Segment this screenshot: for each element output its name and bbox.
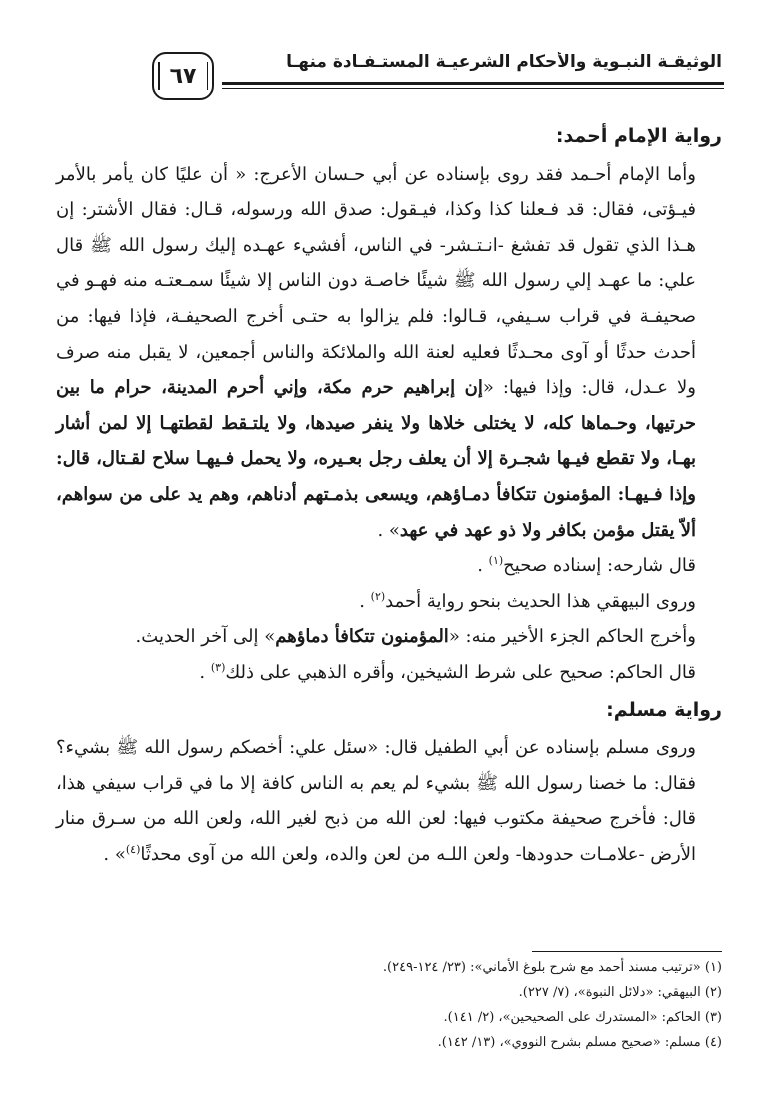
page-number bbox=[152, 52, 214, 100]
text-run: وأخرج الحاكم الجزء الأخير منه: « bbox=[448, 626, 696, 648]
footnote-reference: (٤) bbox=[125, 842, 141, 856]
footnote-reference: (٢) bbox=[370, 589, 386, 603]
text-run: . bbox=[199, 661, 211, 683]
paragraph bbox=[56, 730, 722, 872]
text-run: وروى مسلم بإسناده عن أبي الطفيل قال: «سئل علي: أخصكم رسول الله ﷺ بشيء؟ فقال: ما خصنا رسول الله ﷺ بشيء لم يعم به الناس كافة إلا ما في قراب سيفي هذا، قال: فأخرج صحيفة مكتوب فيها: لعن الله من ذبح لغير الله، ولعن الله من سـرق منار الأرض -علامـات حدودها- ولعن اللـه من لعن والده، ولعن الله من آوى محدثًا bbox=[56, 737, 696, 865]
hadith-text-bold: المؤمنون تتكافأ دماؤهم bbox=[275, 626, 449, 648]
footnote-reference: (١) bbox=[488, 554, 504, 568]
footnote: (٢) البيهقي: «دلائل النبوة»، (٧/ ٢٢٧). bbox=[518, 985, 722, 1000]
footnote: (٤) مسلم: «صحيح مسلم بشرح النووي»، (١٣/ ١٤٢). bbox=[437, 1035, 722, 1050]
footnote-divider bbox=[532, 951, 722, 952]
hadith-text-bold: إن إبراهيم حرم مكة، وإني أحرم المدينة، حرام ما بين حرتيها، وحـماها كله، لا يختلى خلاها ولا ينفر صيدها، ولا يلتـقط لقطتهـا إلا لمن أشار بهـا، ولا تقطع فيـها شجـرة إلا أن يعلف رجل بعـيره، ولا يحمل فـيهـا سلاح لقـتال، قال: وإذا فـيهـا: المؤمنون تتكافأ دمـاؤهم، ويسعى بذمـتهم أدناهم، وهم يد على من سواهم، ألاّ يقتل مؤمن بكافر ولا ذو عهد في عهد bbox=[56, 377, 696, 541]
text-run: . bbox=[477, 555, 489, 577]
paragraph bbox=[56, 584, 722, 620]
footnote: (٣) الحاكم: «المستدرك على الصحيحين»، (٢/ ١٤١). bbox=[443, 1010, 722, 1025]
text-run: » إلى آخر الحديث. bbox=[135, 626, 276, 648]
text-run: . bbox=[359, 590, 371, 612]
running-title: الوثيقـة النبـوية والأحكام الشرعيـة المستـفـادة منهـا bbox=[286, 52, 722, 72]
footnote: (١) «ترتيب مسند أحمد مع شرح بلوغ الأماني»: (٢٣/ ١٢٤-٢٤٩). bbox=[382, 960, 722, 975]
paragraph bbox=[56, 548, 722, 584]
paragraph bbox=[56, 157, 722, 549]
page-number-text: ٦٧ bbox=[169, 63, 197, 89]
paragraph bbox=[56, 619, 722, 655]
footnotes bbox=[56, 955, 722, 1055]
section-heading: رواية الإمام أحمد: bbox=[555, 125, 722, 147]
paragraph bbox=[56, 655, 722, 691]
text-run: وأما الإمام أحـمد فقد روى بإسناده عن أبي حـسان الأعرج: « أن عليًا كان يأمر بالأمر فيـؤتى، فقال: قد فـعلنا كذا وكذا، فيـقول: صدق الله ورسوله، قـال: فقال الأشتر: إن هـذا الذي تقول قد تفشغ -انـتـشر- في الناس، أفشيء عهـده إليك رسول الله ﷺ قال علي: ما عهـد إلي رسول الله ﷺ شيئًا خاصـة دون الناس إلا شيئًا سمـعتـه منه فهـو في صحيفـة في قراب سـيفي، قـالوا: فلم يزالوا به حتـى أخرج الصحيفـة، فإذا فيها: من أحدث حدثًا أو آوى محـدثًا فعليه لعنة الله والملائكة والناس أجمعين، لا يقبل منه صرف ولا عـدل، قال: وإذا فيها: « bbox=[56, 163, 696, 399]
header-rule bbox=[222, 82, 724, 85]
header-rule-thin bbox=[222, 88, 724, 89]
text-run: » . bbox=[377, 519, 400, 541]
main-text bbox=[56, 117, 722, 872]
section-heading: رواية مسلم: bbox=[606, 698, 722, 721]
text-run: » . bbox=[103, 843, 126, 865]
footnote-reference: (٣) bbox=[210, 660, 226, 674]
text-run: قال الحاكم: صحيح على شرط الشيخين، وأقره الذهبي على ذلك bbox=[225, 661, 696, 683]
text-run: قال شارحه: إسناده صحيح bbox=[503, 555, 696, 577]
text-run: وروى البيهقي هذا الحديث بنحو رواية أحمد bbox=[385, 590, 696, 612]
